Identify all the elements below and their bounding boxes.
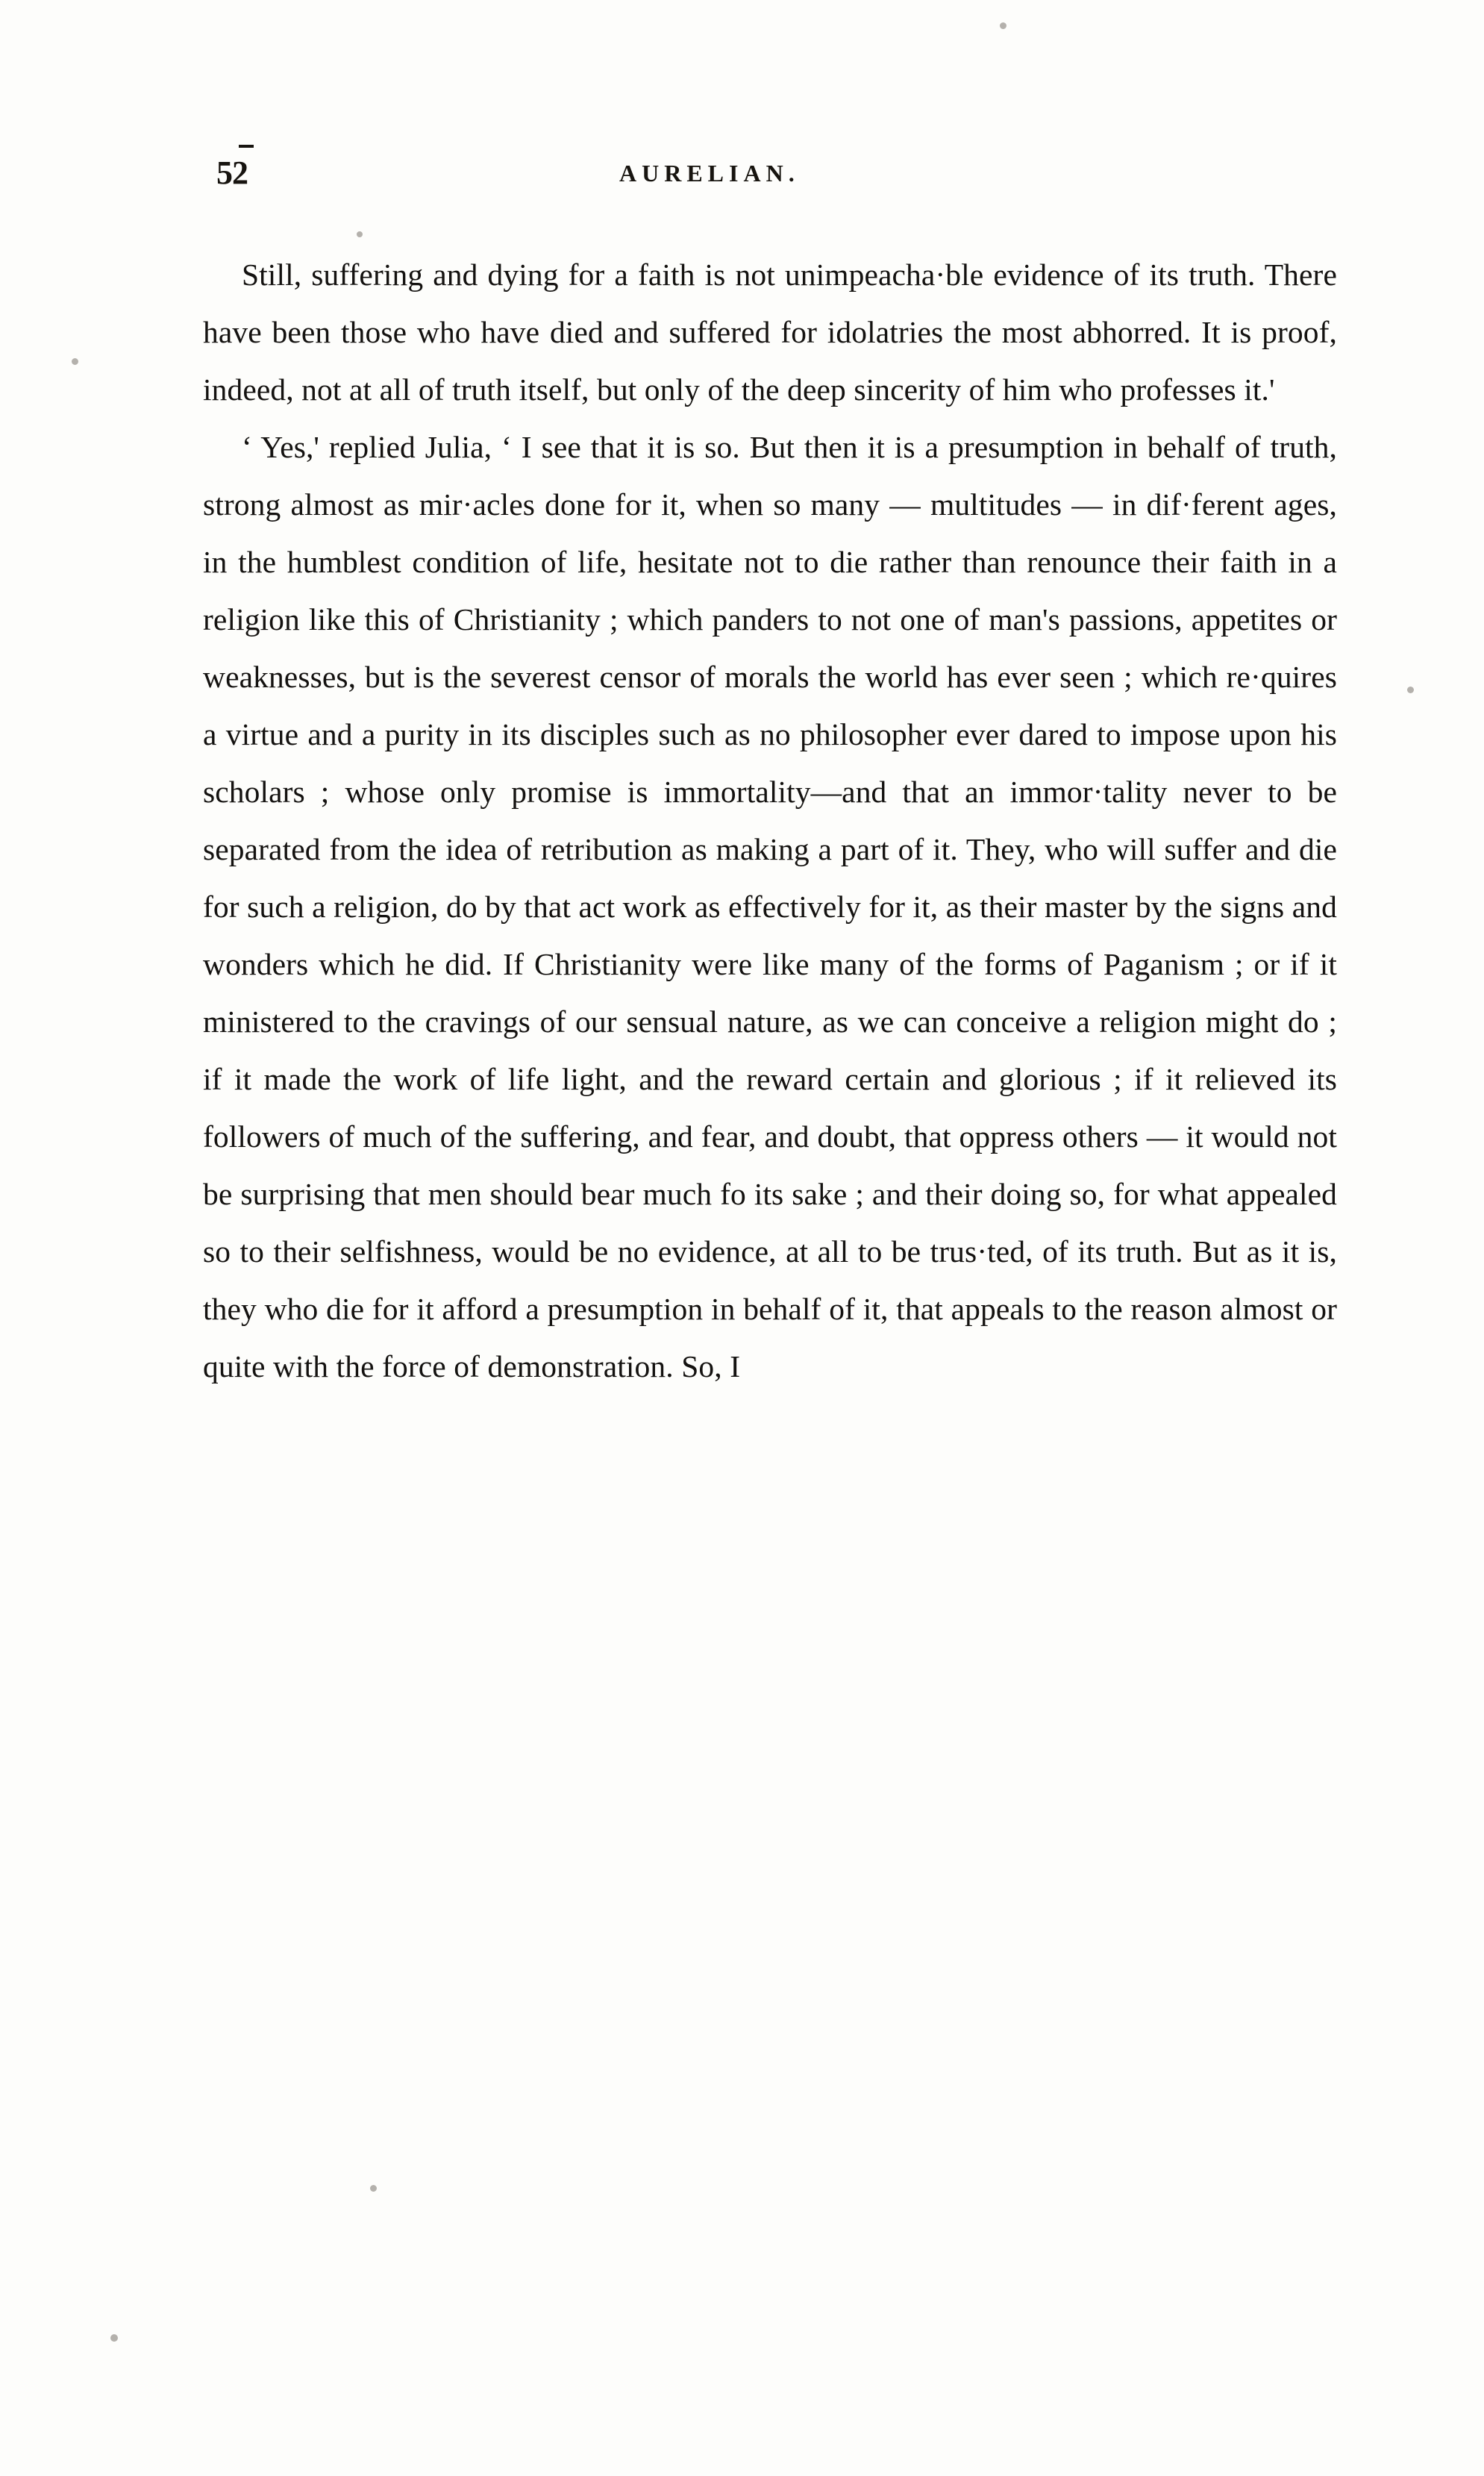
paragraph: Still, suffering and dying for a faith is not unimpeacha·ble evidence of its truth. There have been those who have died and suffered for idolatries the most abhorred. It is proof, indeed, not at all of truth itself, but only of the deep sincerity of him who professes it.' (203, 257, 1337, 407)
page-speck (357, 231, 363, 237)
page-speck (1407, 687, 1414, 693)
page-speck (1000, 22, 1006, 29)
page-speck (110, 2334, 118, 2342)
page-header (201, 149, 1321, 201)
page-number (216, 154, 248, 192)
page-speck (370, 2185, 377, 2192)
folio-macron-mark (239, 145, 254, 148)
page-body (203, 246, 1337, 1395)
page-number-text: 52 (216, 154, 248, 191)
page-speck (72, 358, 78, 365)
paragraph: ‘ Yes,' replied Julia, ‘ I see that it is so. But then it is a presumption in behalf of truth, strong almost as mir·acles done for it, when so many — multitudes — in dif·ferent ages, in the humblest condition of life, hesitate not to die rather than renounce their faith in a religion like this of Christianity ; which panders to not one of man's passions, appetites or weaknesses, but is the severest censor of morals the world has ever seen ; which re·quires a virtue and a purity in its disciples such as no philosopher ever dared to impose upon his scholars ; whose only promise is immortality—and that an immor·tality never to be separated from the idea of retribution as making a part of it. They, who will suffer and die for such a religion, do by that act work as effectively for it, as their master by the signs and wonders which he did. If Christianity were like many of the forms of Paganism ; or if it ministered to the cravings of our sensual nature, as we can conceive a religion might do ; if it made the work of life light, and the reward certain and glorious ; if it relieved its followers of much of the suffering, and fear, and doubt, that oppress others — it would not be surprising that men should bear much fo its sake ; and their doing so, for what appealed so to their selfishness, would be no evidence, at all to be trus·ted, of its truth. But as it is, they who die for it afford a presumption in behalf of it, that appeals to the reason almost or quite with the force of demonstration. So, I (203, 430, 1337, 1384)
running-head: AURELIAN. (619, 160, 800, 187)
